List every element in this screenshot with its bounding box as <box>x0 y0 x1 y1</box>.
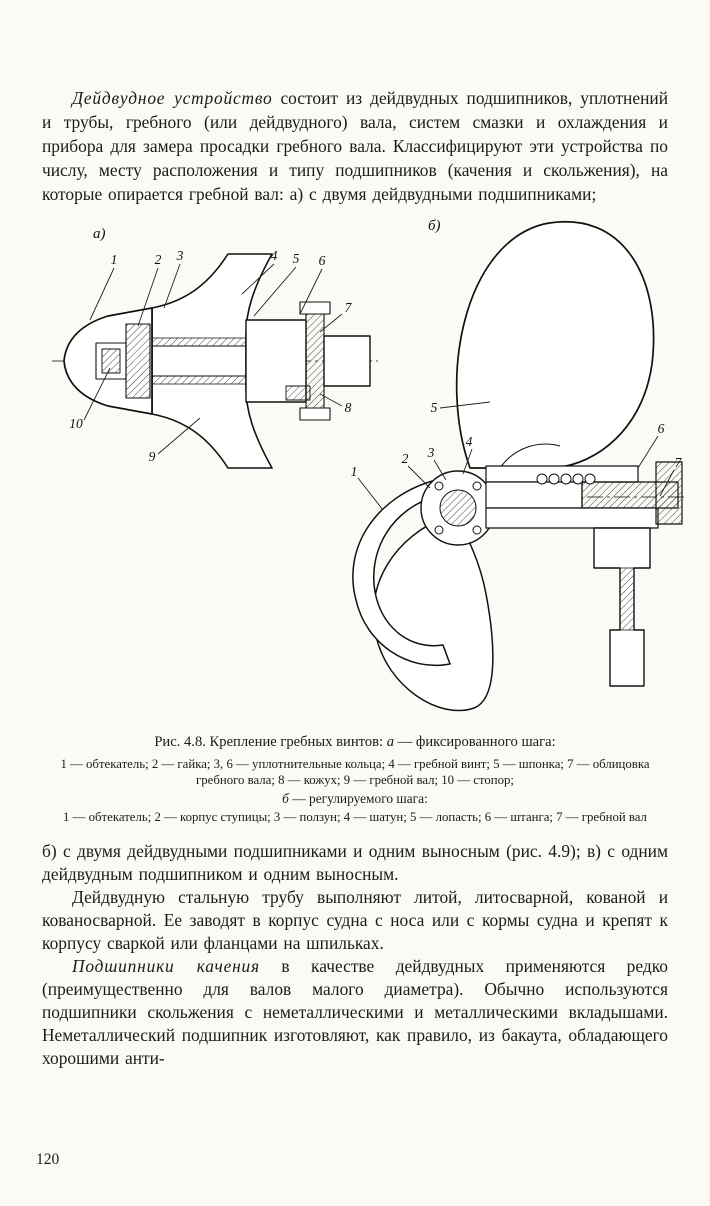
hub-bolt <box>435 482 443 490</box>
callout-label: 1 <box>350 464 358 479</box>
stopper-hatch <box>102 349 120 373</box>
callout-label: 4 <box>465 434 473 449</box>
figure-caption-title <box>42 733 668 751</box>
slider-body <box>486 482 582 508</box>
crank-pin <box>440 490 476 526</box>
figure-caption-sub-b <box>42 790 668 807</box>
figure-caption <box>42 733 668 825</box>
callout-label: 5 <box>430 400 438 415</box>
propeller-shaft-a <box>324 336 370 386</box>
callout-label: 3 <box>176 248 184 263</box>
bolt-row-circle <box>537 474 547 484</box>
paragraph-classification: б) с двумя дейдвудными подшипниками и одним выносным (рис. 4.9); в) с одним дейдвудным подшипником и одним выносным. <box>42 841 668 884</box>
callout-label: 8 <box>344 400 352 415</box>
paragraph-intro-text: состоит из дейдвудных подшипников, уплотнений и трубы, гребного (или дейдвудного) вала, систем смазки и охлаждения и прибора для замера просадки гребного вала. Классифицируют эти устройства по числу, месту расположения и типу подшипников (качения и скольжения), на которые опирается гребной вал: а) с двумя дейдвудными подшипниками; <box>42 88 669 204</box>
page-number: 120 <box>36 1151 60 1168</box>
hub-bolt <box>473 482 481 490</box>
flange-tab-bottom <box>300 408 330 420</box>
caption-a-letter: а <box>386 734 395 750</box>
callout-label: 1 <box>110 252 118 267</box>
shaft-lower-plate <box>486 508 658 528</box>
figure-caption-list-a: 1 — обтекатель; 2 — гайка; 3, 6 — уплотнительные кольца; 4 — гребной винт; 5 — шпонка; 7 — облицовка гребного вала; 8 — кожух; 9 — гребной вал; 10 — стопор; <box>60 757 650 787</box>
figure-4-8-drawing <box>38 216 688 721</box>
drawing-b-controllable-pitch <box>351 222 686 711</box>
caption-prefix: Рис. 4.8. Крепление гребных винтов: <box>154 734 387 750</box>
caption-a-rest: — фиксированного шага: <box>394 734 556 750</box>
callout-label: 5 <box>292 251 300 266</box>
caption-b-letter: б <box>282 791 289 806</box>
callout-label: 6 <box>318 253 326 268</box>
callout-label: 7 <box>674 455 682 470</box>
callout-label: 4 <box>270 248 278 263</box>
term-podshipniki-kacheniya: Подшипники качения <box>72 956 260 976</box>
paragraph-bearings <box>42 955 668 1070</box>
shaft-liner-bottom <box>152 376 246 384</box>
figure-4-8 <box>38 216 682 721</box>
bolt-row-circle <box>549 474 559 484</box>
callout-label: 7 <box>344 300 352 315</box>
callout-label: 9 <box>148 449 156 464</box>
shaft-end-cap <box>656 462 682 524</box>
drawing-a-fixed-pitch <box>52 248 378 468</box>
term-deydvudnoe-ustroystvo: Дейдвудное устройство <box>72 88 273 108</box>
paragraph-intro <box>42 86 668 206</box>
hub-bolt <box>473 526 481 534</box>
hub-bolt <box>435 526 443 534</box>
drawing-a-label: а) <box>93 226 106 242</box>
nut-section <box>126 324 150 398</box>
paragraph-stern-tube: Дейдвудную стальную трубу выполняют литой, литосварной, кованой и кованосварной. Ее заводят в корпус судна с носа или с кормы судна и крепят к корпусу сваркой или фланцами на шпильках. <box>42 887 668 953</box>
shaft-liner-top <box>152 338 246 346</box>
callout-label: 2 <box>154 252 162 267</box>
stepped-bracket-hatch <box>620 568 634 630</box>
lower-blade <box>373 516 492 711</box>
bolt-row-circle <box>561 474 571 484</box>
paragraph-bearings-text: в качестве дейдвудных применяются редко (преимущественно для валов малого диаметра). Обычно используются подшипники скольжения с неметаллическими и металлическими вкладышами. Неметаллический подшипник изготовляют, как правило, из бакаута, обладающего хорошими анти- <box>42 956 668 1068</box>
callout-label: 10 <box>69 416 83 431</box>
callout-label: 6 <box>657 421 665 436</box>
upper-blade <box>457 222 654 468</box>
callout-label: 3 <box>427 445 435 460</box>
caption-b-rest: — регулируемого шага: <box>288 791 428 806</box>
callout-label: 2 <box>401 451 409 466</box>
casing-detail <box>286 386 310 400</box>
bolt-row-circle <box>573 474 583 484</box>
bolt-row-circle <box>585 474 595 484</box>
figure-caption-list-b: 1 — обтекатель; 2 — корпус ступицы; 3 — ползун; 4 — шатун; 5 — лопасть; 6 — штанга; 7 — гребной вал <box>63 810 647 824</box>
drawing-b-label: б) <box>428 218 441 234</box>
